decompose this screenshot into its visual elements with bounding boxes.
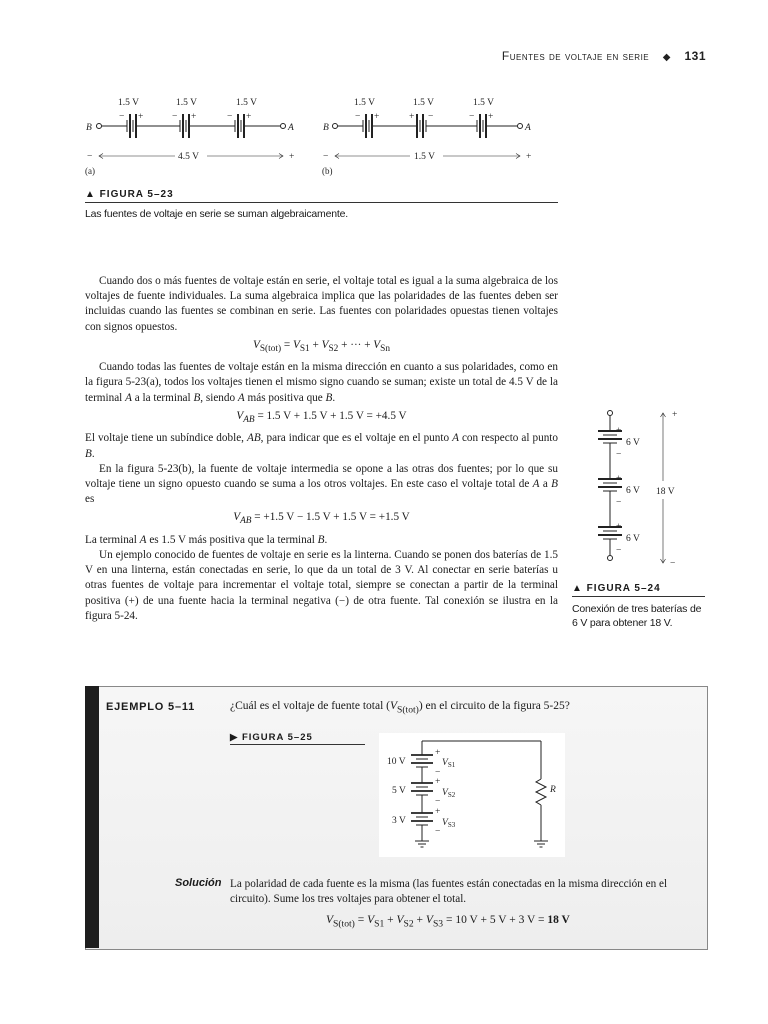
fig23a-cell-label-2: 1.5 V — [176, 98, 197, 108]
fig24-minus-2: − — [616, 498, 622, 508]
fig23a-plus-3: + — [246, 112, 252, 122]
fig23a-minus-2: − — [172, 112, 178, 122]
fig23a-dim-plus: + — [289, 152, 295, 162]
fig25-resistor-label: R — [550, 785, 556, 795]
fig23b-dim-plus: + — [526, 152, 532, 162]
fig25-minus-3: − — [435, 827, 441, 837]
paragraph-3: El voltaje tiene un subíndice doble, AB, para indicar que es el voltaje en el punto A con respecto al punto B. — [85, 432, 559, 460]
figure-5-24-rule — [572, 596, 705, 597]
fig25-plus-1: + — [435, 748, 441, 758]
fig24-plus-3: + — [616, 522, 622, 532]
fig25-vs3: $V_{S3}$ — [442, 818, 456, 829]
fig23b-total: 1.5 V — [414, 152, 435, 162]
fig25-minus-2: − — [435, 797, 441, 807]
fig23a-minus-3: − — [227, 112, 233, 122]
fig24-minus-3: − — [616, 546, 622, 556]
fig24-cell-2: 6 V — [626, 486, 640, 496]
diamond-icon: ◆ — [662, 52, 671, 63]
fig23a-plus-2: + — [191, 112, 197, 122]
paragraph-2: Cuando todas las fuentes de voltaje están en la misma dirección en cuanto a sus polaridades, como en la figura 5-23(a), todos los voltajes tienen el mismo signo cuando se suman; existe un total de 4.5 V de la terminal A a la terminal B, siendo A más positiva que B. — [85, 361, 558, 404]
fig23b-plus-2: + — [409, 112, 415, 122]
fig24-cell-3: 6 V — [626, 534, 640, 544]
fig23b-sublabel: (b) — [322, 166, 333, 176]
solution-label: Solución — [175, 877, 222, 889]
example-label: EJEMPLO 5–11 — [106, 701, 196, 713]
solution-equation: $V_{S(tot)} = V_{S1} + V_{S2} + V_{S3} = 10$ V + 5 V + 3 V = 18 V — [326, 914, 570, 930]
header-title: Fuentes de voltaje en serie — [501, 49, 650, 63]
figure-5-23 — [85, 92, 560, 182]
paragraph-4: En la figura 5-23(b), la fuente de voltaje intermedia se opone a las otras dos fuentes; por lo que su voltaje tiene un signo opuesto cuando se suma a los otros voltajes. En este caso el voltaje total de A a B es — [85, 462, 558, 506]
fig23b-minus-2: − — [428, 112, 434, 122]
fig24-cell-1: 6 V — [626, 438, 640, 448]
fig23b-dim-minus: − — [323, 152, 329, 162]
figure-5-23-rule — [85, 202, 558, 203]
fig24-dim-plus: + — [672, 410, 678, 420]
fig25-plus-3: + — [435, 807, 441, 817]
fig23a-total: 4.5 V — [178, 152, 199, 162]
figure-5-23-caption: Las fuentes de voltaje en serie se suman algebraicamente. — [85, 208, 348, 220]
fig23b-cell-label-2: 1.5 V — [413, 98, 434, 108]
fig25-minus-1: − — [435, 768, 441, 778]
body-text — [85, 274, 558, 624]
fig23a-plus-1: + — [138, 112, 144, 122]
paragraph-1: Cuando dos o más fuentes de voltaje están en serie, el voltaje total es igual a la suma algebraica de los voltajes de fuente individuales. La suma algebraica implica que las polaridades de las fuentes deben ser incluidas cuando las fuentes se combinan en serie. Las fuentes con polaridades opuestas tienen voltajes con signos opuestos. — [85, 275, 558, 333]
figure-5-24 — [590, 405, 705, 575]
fig23a-cell-label-3: 1.5 V — [236, 98, 257, 108]
fig23a-terminal-b: B — [86, 123, 92, 133]
fig25-plus-2: + — [435, 777, 441, 787]
fig24-total: 18 V — [656, 487, 675, 497]
figure-5-24-caption: Conexión de tres baterías de 6 V para obtener 18 V. — [572, 603, 702, 629]
paragraph-5: La terminal A es 1.5 V más positiva que la terminal B. — [85, 533, 328, 546]
figure-5-25-label: ▶ FIGURA 5–25 — [230, 732, 313, 743]
equation-vab-2: $V_{AB} = +1.5$ V − 1.5 V + 1.5 V = +1.5 V — [233, 511, 410, 527]
figure-5-25 — [379, 733, 565, 857]
fig23b-terminal-a: A — [525, 123, 531, 133]
fig24-minus-1: − — [616, 450, 622, 460]
figure-5-23-label: ▲ FIGURA 5–23 — [85, 189, 174, 200]
fig25-vs2: $V_{S2}$ — [442, 788, 456, 799]
equation-vs-tot: $V_{S(tot)} = V_{S1} + V_{S2}$ + ··· + $V_{Sn}$ — [253, 338, 390, 355]
fig23b-minus-1: − — [355, 112, 361, 122]
fig23a-minus-1: − — [119, 112, 125, 122]
equation-vab-1: $V_{AB} = 1.5$ V + 1.5 V + 1.5 V = +4.5 V — [236, 409, 407, 426]
example-question: ¿Cuál es el voltaje de fuente total $(V_{S(tot)})$ en el circuito de la figura 5-25? — [230, 700, 570, 716]
fig23b-cell-label-1: 1.5 V — [354, 98, 375, 108]
fig25-vs1: $V_{S1}$ — [442, 758, 456, 769]
page-number: 131 — [684, 49, 706, 63]
fig23b-plus-1: + — [374, 112, 380, 122]
figure-5-24-label: ▲ FIGURA 5–24 — [572, 583, 661, 594]
fig23b-minus-3: − — [469, 112, 475, 122]
fig23b-plus-3: + — [488, 112, 494, 122]
fig23a-terminal-a: A — [288, 123, 294, 133]
paragraph-6: Un ejemplo conocido de fuentes de voltaje en serie es la linterna. Cuando se ponen dos baterías de 1.5 V en una linterna, están conectadas en serie, lo que da un total de 3 V. Al conectar en serie baterías u otras fuentes de voltaje para incrementar el voltaje total, siempre se conectan a partir de la terminal positiva (+) de una fuente hacia la terminal negativa (−) de otra fuente. Tal conexión se ilustra en la figura 5-24. — [85, 548, 558, 622]
fig25-source-1: 10 V — [387, 757, 406, 767]
example-accent-bar — [85, 686, 99, 948]
fig23b-terminal-b: B — [323, 123, 329, 133]
running-header — [502, 49, 706, 63]
fig25-source-2: 5 V — [392, 786, 406, 796]
fig23a-sublabel: (a) — [85, 166, 95, 176]
fig24-plus-1: + — [616, 426, 622, 436]
terminal-b-a — [97, 124, 102, 129]
fig23a-cell-label-1: 1.5 V — [118, 98, 139, 108]
solution-text: La polaridad de cada fuente es la misma (las fuentes están conectadas en la misma dirección en el circuito). Sume los tres voltajes para obtener el total. — [230, 878, 668, 905]
fig23b-cell-label-3: 1.5 V — [473, 98, 494, 108]
fig24-dim-minus: − — [670, 559, 676, 569]
fig23a-dim-minus: − — [87, 152, 93, 162]
figure-5-25-rule — [230, 744, 365, 745]
fig25-source-3: 3 V — [392, 816, 406, 826]
fig24-plus-2: + — [616, 474, 622, 484]
